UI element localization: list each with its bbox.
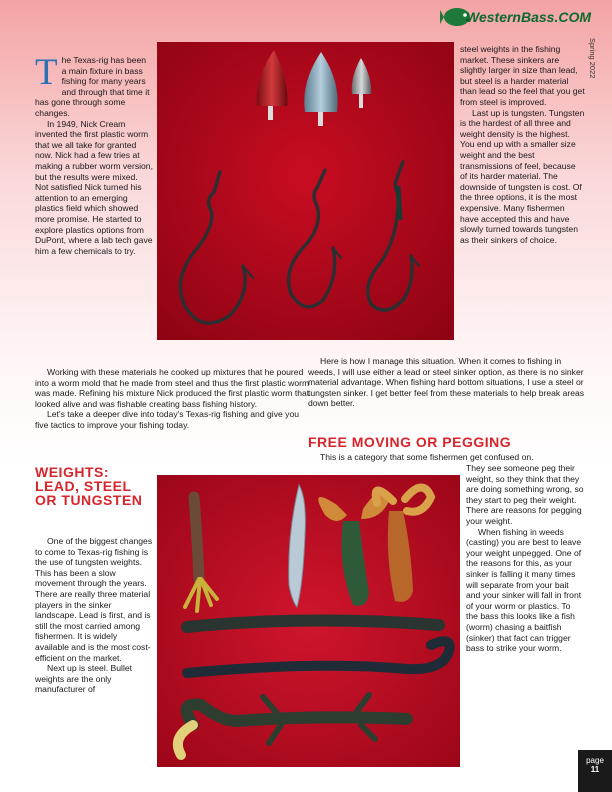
pegging-heading: FREE MOVING OR PEGGING xyxy=(308,434,512,450)
right-paragraph: steel weights in the fishing market. These sinkers are slightly larger in size than lead, but steel is a harder material than lead so the feel that you get from steel is improved. xyxy=(460,44,585,107)
pegging-paragraph: They see someone peg their weight, so they think that they are doing something wrong, so they start to peg their weight. There are reasons for pegging your weight. xyxy=(466,463,584,526)
pegging-column xyxy=(466,463,584,654)
straight-worm xyxy=(187,620,439,627)
right-column xyxy=(460,44,585,245)
intro-paragraph: In 1949, Nick Cream invented the first plastic worm that we all take for granted now. Nick had a few tries at making a rubber worm version, but the results were mixed. Not satisfied Nick turned his attention to an emerging plastics field which showed more promise. He started to explore plastics options from DuPont, where a lab tech gave him a few chemicals to try. xyxy=(35,118,153,256)
intro-paragraph: he Texas-rig has been a main fixture in bass fishing for many years and through that time it has gone through some changes. xyxy=(35,55,150,118)
manage-paragraph-block xyxy=(308,356,588,409)
intro-wide xyxy=(35,367,310,431)
intro-paragraph: Working with these materials he cooked up mixtures that he poured into a worm mold that he made from steel and thus the first plastic worm was made. Refining his mixture Nick produced the first plastic worm that looked alive and was fishable creating bass fishing history. xyxy=(35,367,310,409)
page-number: 11 xyxy=(590,765,600,774)
issue-date: Spring 2022 xyxy=(588,38,597,79)
pegging-lead-block xyxy=(308,452,590,463)
soft-plastics-photo xyxy=(157,475,460,767)
site-logo[interactable] xyxy=(440,4,590,30)
logo-text: WesternBass.COM xyxy=(466,9,592,25)
weights-column xyxy=(35,536,153,695)
weights-heading: WEIGHTS: LEAD, STEEL OR TUNGSTEN xyxy=(35,464,143,508)
page-number-tab xyxy=(578,750,612,792)
hook-keeper xyxy=(398,186,400,220)
pegging-lead: This is a category that some fishermen get confused on. xyxy=(320,452,534,462)
weights-paragraph: Next up is steel. Bullet weights are the only manufacturer of xyxy=(35,663,133,695)
pegging-paragraph: When fishing in weeds (casting) you are best to leave your weight unpegged. One of the reasons for this, as your sinker is falling it many times will separate from your bait and your sinker will fall in front of your worm or plastics. To the bass this looks like a fish (worm) chasing a baitfish (sinker) that fact can trigger bass to strike your worm. xyxy=(466,526,582,654)
drop-cap: T xyxy=(35,52,58,93)
right-paragraph: Last up is tungsten. Tungsten is the hardest of all three and weight density is the highest. You end up with a smaller size weight and the best transmissions of feel, because of its harder material. The downside of tungsten is cost. Of the three options, it is the most expensive. Many fishermen have accepted this and have slowly turned towards tungsten as their sinkers of choice. xyxy=(460,107,585,245)
sinkers-and-hooks-photo xyxy=(157,42,454,340)
page-label: page xyxy=(586,756,604,765)
weights-paragraph: One of the biggest changes to come to Texas-rig fishing is the use of tungsten weights. This has been a slow movement through the years. There are really three material players in the sinker landscape. Lead is first, and is still the most carried among fishermen. It is widely available and is the most cost-efficient on the market. xyxy=(35,536,153,663)
manage-paragraph: Here is how I manage this situation. When it comes to fishing in weeds, I will use either a lead or steel sinker option, as there is no sinker material advantage. When fishing hard bottom situations, I use a steel or tungsten sinker. I get better feel from these materials to help break areas down better. xyxy=(308,356,585,409)
intro-column xyxy=(35,52,153,256)
intro-paragraph: Let's take a deeper dive into today's Texas-rig fishing and give you five tactics to improve your fishing today. xyxy=(35,409,300,430)
